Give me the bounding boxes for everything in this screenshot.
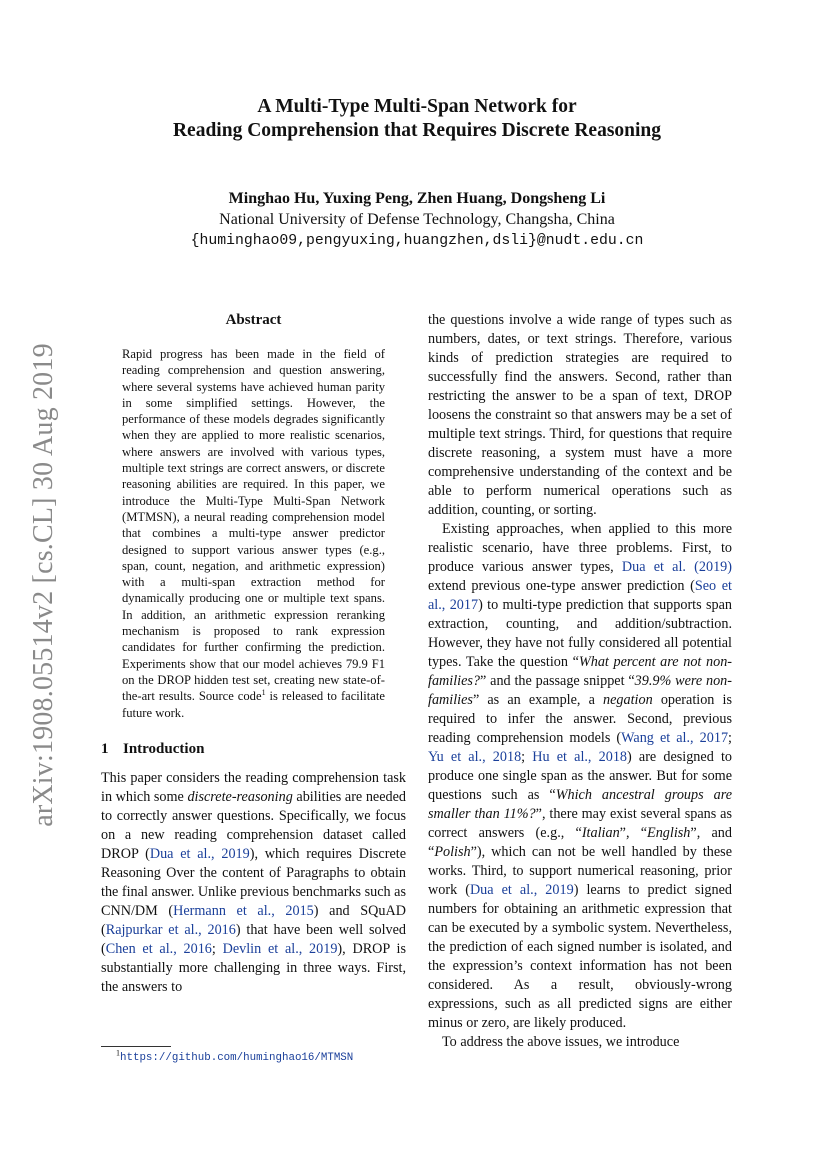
right-paragraph-2	[428, 520, 732, 1033]
text-run: Existing approaches, when applied to this more realistic scenario, have three problems. First, to produce various answer types,	[428, 521, 732, 575]
text-run: ) are designed to produce one single span as the answer. But for some questions such as “	[428, 749, 732, 803]
text-run: ), DROP is substantially more challenging in three ways. First, the answers to	[101, 940, 406, 995]
paper-title	[100, 95, 734, 143]
footnote-divider	[101, 1046, 171, 1047]
text-run: ;	[728, 730, 732, 746]
text-run: ” as an example, a	[472, 692, 604, 708]
intro-paragraph-1	[101, 769, 406, 997]
text-run: extend previous one-type answer prediction (	[428, 578, 695, 594]
emphasis: Polish	[434, 844, 471, 860]
citation-link[interactable]: Dua et al., 2019	[469, 882, 574, 898]
abstract-text-b: is released to facilitate future work.	[122, 689, 385, 720]
text-run: ”, and “	[428, 825, 732, 860]
text-run: ”), which can not be well handled by these works. Third, to support numerical reasoning, prior work (	[428, 844, 732, 898]
text-run: abilities are needed to correctly answer questions. Specifically, we focus on a new reading comprehension dataset called DROP (	[101, 788, 406, 862]
emphasis: negation	[603, 692, 653, 708]
abstract-body	[122, 346, 385, 721]
emphasis: discrete-reasoning	[187, 788, 293, 805]
footnote-ref-1[interactable]: 1	[261, 688, 266, 698]
citation-link[interactable]: Hermann et al., 2015	[173, 902, 314, 919]
text-run: ;	[521, 749, 533, 765]
emphasis: Italian	[581, 825, 620, 841]
arxiv-identifier: arXiv:1908.05514v2 [cs.CL] 30 Aug 2019	[28, 343, 59, 827]
citation-link[interactable]: Seo et al., 2017	[428, 578, 732, 613]
text-run: ), which requires Discrete Reasoning Over the content of Paragraphs to obtain the final answer. Unlike previous benchmarks such as CNN/DM (	[101, 845, 406, 919]
section-number: 1	[101, 740, 109, 757]
text-run: ;	[211, 940, 223, 957]
title-line-2: Reading Comprehension that Requires Discrete Reasoning	[172, 120, 662, 141]
text-run: ) and SQuAD (	[101, 902, 406, 938]
abstract-text-a: Rapid progress has been made in the field of reading comprehension and question answering, where several systems have achieved human parity in some simplified settings. However, the performance of these models degrades significantly when they are applied to more realistic scenarios, where answers are involved with various types, multiple text strings are correct answers, or discrete reasoning abilities are required. In this paper, we introduce the Multi-Type Multi-Span Network (MTMSN), a neural reading comprehension model that combines a multi-type answer predictor designed to support various answer types (e.g., span, count, negation, and arithmetic expression) with a multi-span extraction method for dynamically producing one or multiple text spans. In addition, an arithmetic expression reranking mechanism is proposed to rank expression candidates for further confirming the prediction. Experiments show that our model achieves 79.9 F1 on the DROP hidden test set, creating new state-of-the-art results. Source code	[122, 347, 385, 704]
citation-link[interactable]: Rajpurkar et al., 2016	[105, 921, 236, 938]
text-run: This paper considers the reading comprehension task in which some	[101, 769, 406, 805]
text-run: ” and the passage snippet “	[480, 673, 635, 689]
title-line-1: A Multi-Type Multi-Span Network for	[257, 96, 577, 117]
emphasis: What percent are not non-families?	[428, 654, 733, 689]
citation-link[interactable]: Chen et al., 2016	[105, 940, 212, 957]
paper-header	[100, 95, 734, 252]
right-paragraph-1: the questions involve a wide range of types such as numbers, dates, or text strings. Therefore, various kinds of prediction strategies are required to successfully find the answers. Second, rather than restricting the answer to be a span of text, DROP loosens the constraint so that answers may be a set of multiple text strings. Third, for questions that require discrete reasoning, a system must have a more comprehensive understanding of the context and be able to perform numerical operations such as addition, counting, or sorting.	[428, 312, 732, 518]
text-run: ) to multi-type prediction that supports span extraction, counting, and addition/subtraction. However, they have not fully considered all potential types. Take the question “	[428, 597, 732, 670]
citation-link[interactable]: Hu et al., 2018	[532, 749, 628, 765]
text-run: ”, “	[619, 825, 648, 841]
author-list: Minghao Hu, Yuxing Peng, Zhen Huang, Dongsheng Li	[228, 190, 606, 207]
emphasis: English	[647, 825, 691, 841]
left-column	[101, 310, 406, 997]
footnote-mark: 1	[116, 1048, 120, 1058]
citation-link[interactable]: Wang et al., 2017	[621, 730, 729, 746]
citation-link[interactable]: Yu et al., 2018	[428, 749, 522, 765]
section-heading-introduction	[101, 739, 406, 759]
footnote-url-link[interactable]: https://github.com/huminghao16/MTMSN	[120, 1052, 354, 1064]
section-title: Introduction	[123, 740, 205, 757]
abstract-heading: Abstract	[225, 312, 282, 328]
right-paragraph-3: To address the above issues, we introduce	[442, 1034, 680, 1050]
footnote	[116, 1050, 353, 1065]
text-run: ”, there may exist several spans as correct answers (e.g., “	[428, 806, 732, 841]
right-column	[428, 311, 732, 1052]
citation-link[interactable]: Devlin et al., 2019	[222, 940, 338, 957]
text-run: ) that have been well solved (	[101, 921, 406, 957]
text-run: ) learns to predict signed numbers for obtaining an arithmetic expression that can be executed by a symbolic system. Nevertheless, the prediction of each signed number is isolated, and the expression’s context information has not been considered. As a result, obviously-wrong expressions, such as all predicted signs are either minus or zero, are likely produced.	[428, 882, 732, 1031]
text-run: operation is required to infer the answer. Second, previous reading comprehension models (	[428, 692, 733, 746]
author-emails: {huminghao09,pengyuxing,huangzhen,dsli}@nudt.edu.cn	[190, 233, 644, 249]
citation-link[interactable]: Dua et al. (2019)	[621, 559, 732, 575]
emphasis: Which ancestral groups are smaller than 11%?	[428, 787, 732, 822]
citation-link[interactable]: Dua et al., 2019	[149, 845, 250, 862]
emphasis: 39.9% were non-families	[428, 673, 732, 708]
affiliation: National University of Defense Technology, Changsha, China	[219, 211, 615, 228]
